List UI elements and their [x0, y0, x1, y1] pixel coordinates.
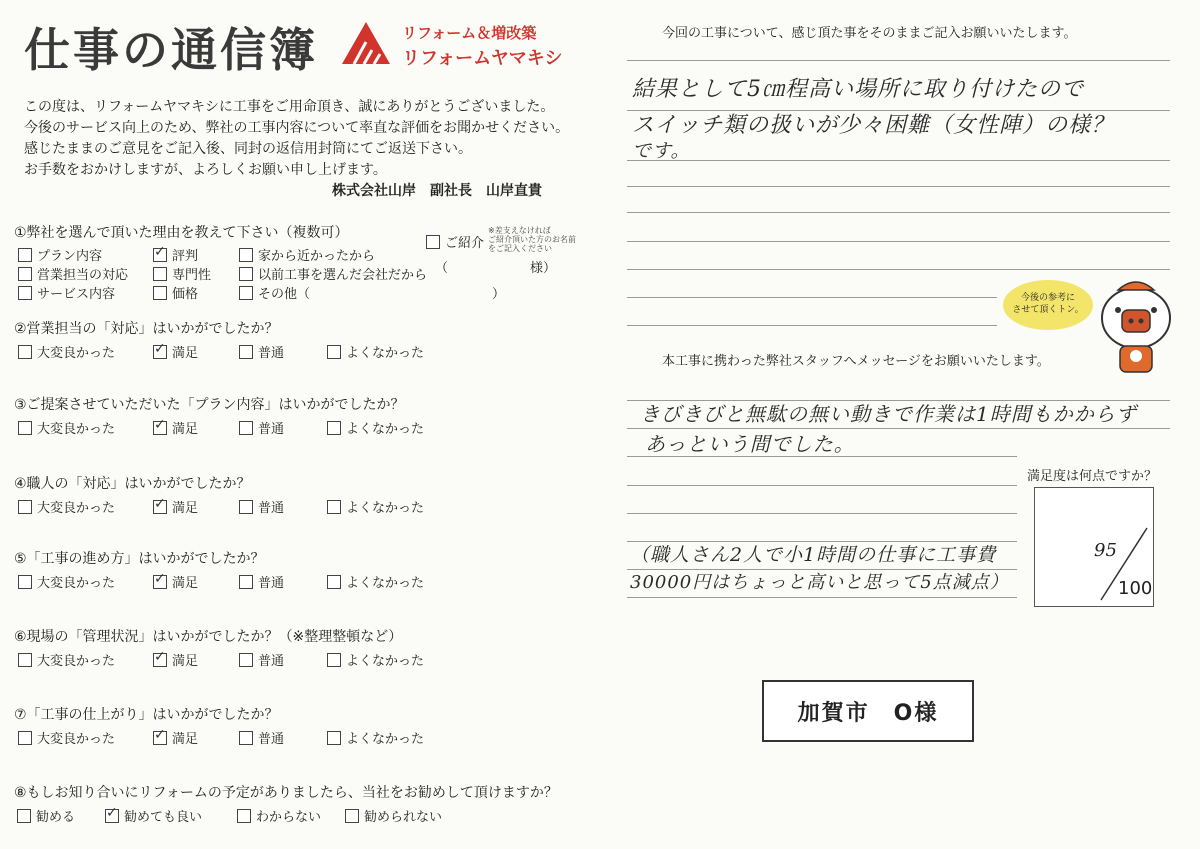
impression-handwriting: 結果として5㎝程高い場所に取り付けたので [632, 77, 1084, 102]
checkbox[interactable] [239, 286, 253, 300]
checkbox[interactable] [153, 286, 167, 300]
checkbox[interactable] [426, 235, 440, 249]
checkbox-checked[interactable] [105, 809, 119, 823]
rating-option[interactable]: 普通 [239, 728, 284, 747]
rating-option[interactable]: 普通 [239, 572, 284, 591]
logo-icon [340, 20, 392, 66]
checkbox[interactable] [239, 248, 253, 262]
checkbox-checked[interactable] [153, 653, 167, 667]
q1-option-nearby[interactable]: 家から近かったから [239, 245, 375, 264]
rating-option[interactable]: 普通 [239, 418, 284, 437]
checkbox[interactable] [327, 345, 341, 359]
rating-option[interactable]: ✓ 満足 [153, 650, 198, 669]
pig-mascot-icon [1096, 270, 1176, 380]
checkbox[interactable] [345, 809, 359, 823]
question-4: ④職人の「対応」はいかがでしたか？ [14, 476, 251, 492]
ruled-line [627, 160, 1170, 161]
checkbox[interactable] [239, 500, 253, 514]
message-handwriting: （職人さん2人で小1時間の仕事に工事費 [630, 544, 997, 566]
document-title: 仕事の通信簿 [24, 23, 318, 77]
checkbox-checked[interactable] [153, 500, 167, 514]
checkbox[interactable] [239, 345, 253, 359]
ruled-line [627, 597, 1017, 598]
rating-option[interactable]: ✓ 満足 [153, 418, 198, 437]
rating-option[interactable]: よくなかった [327, 572, 424, 591]
ruled-line [627, 485, 1017, 486]
checkbox[interactable] [239, 421, 253, 435]
intro-line: 感じたままのご意見をご記入後、同封の返信用封筒にてご返送下さい。 [24, 141, 472, 157]
rating-option[interactable]: 大変良かった [18, 572, 115, 591]
rating-option[interactable]: 大変良かった [18, 497, 115, 516]
q1-other-close: ） [492, 287, 506, 302]
ruled-line [627, 60, 1170, 61]
rating-option[interactable]: ✓ 満足 [153, 572, 198, 591]
score-label: 満足度は何点ですか？ [1027, 469, 1158, 484]
rating-option[interactable]: 普通 [239, 497, 284, 516]
rating-option[interactable]: 大変良かった [18, 728, 115, 747]
score-value: 95 [1094, 540, 1117, 561]
q1-option-other[interactable]: その他（ [239, 283, 310, 302]
checkbox[interactable] [18, 286, 32, 300]
question-8: ⑧もしお知り合いにリフォームの予定がありましたら、当社をお勧めして頂けますか？ [14, 785, 558, 801]
question-3: ③ご提案させていただいた「プラン内容」はいかがでしたか？ [14, 397, 405, 413]
checkbox-checked[interactable] [153, 248, 167, 262]
speech-bubble: 今後の参考に させて頂くトン。 [1003, 280, 1093, 330]
referral-open: （ [435, 261, 449, 276]
q8-option-recommend[interactable]: 勧める [17, 806, 75, 825]
q1-option-expertise[interactable]: 専門性 [153, 264, 211, 283]
message-handwriting: あっという間でした。 [645, 432, 855, 456]
message-handwriting: きびきびと無駄の無い動きで作業は1時間もかからず [640, 402, 1137, 426]
checkbox[interactable] [18, 500, 32, 514]
rating-option[interactable]: よくなかった [327, 728, 424, 747]
referral-sama: 様） [530, 261, 557, 276]
message-prompt: 本工事に携わった弊社スタッフへメッセージをお願いいたします。 [662, 354, 1050, 369]
checkbox[interactable] [153, 267, 167, 281]
checkbox[interactable] [18, 731, 32, 745]
intro-line: お手数をおかけしますが、よろしくお願い申し上げます。 [24, 162, 387, 178]
rating-option[interactable]: 大変良かった [18, 342, 115, 361]
referral-note: ※差支えなければ ご紹介頂いた方のお名前 をご記入ください [488, 226, 576, 253]
rating-option[interactable]: ✓ 満足 [153, 342, 198, 361]
ruled-line [627, 297, 997, 298]
checkbox[interactable] [18, 421, 32, 435]
checkbox[interactable] [18, 653, 32, 667]
logo-name: リフォームヤマキシ [402, 48, 563, 69]
rating-option[interactable]: 大変良かった [18, 418, 115, 437]
ruled-line [627, 513, 1017, 514]
checkbox[interactable] [327, 500, 341, 514]
rating-option[interactable]: よくなかった [327, 418, 424, 437]
checkbox[interactable] [239, 731, 253, 745]
q1-option-price[interactable]: 価格 [153, 283, 198, 302]
signature: 株式会社山岸 副社長 山岸直貴 [332, 183, 542, 199]
intro-line: 今後のサービス向上のため、弊社の工事内容について率直な評価をお聞かせください。 [24, 120, 570, 136]
intro-line: この度は、リフォームヤマキシに工事をご用命頂き、誠にありがとうございました。 [24, 99, 555, 115]
checkbox[interactable] [237, 809, 251, 823]
q1-option-referral[interactable]: ご紹介 [426, 232, 484, 251]
rating-option[interactable]: 普通 [239, 342, 284, 361]
checkbox[interactable] [327, 421, 341, 435]
q1-option-service[interactable]: サービス内容 [18, 283, 115, 302]
impression-handwriting: です。 [632, 140, 691, 162]
checkbox[interactable] [18, 248, 32, 262]
rating-option[interactable]: よくなかった [327, 650, 424, 669]
question-5: ⑤「工事の進め方」はいかがでしたか？ [14, 551, 265, 567]
q1-option-reputation[interactable]: ✓ 評判 [153, 245, 198, 264]
checkbox[interactable] [18, 575, 32, 589]
ruled-line [627, 186, 1170, 187]
message-handwriting: 30000円はちょっと高いと思って5点減点） [630, 572, 1009, 593]
logo-subtitle: リフォーム＆増改築 [402, 24, 537, 42]
impression-prompt: 今回の工事について、感じ頂た事をそのままご記入お願いいたします。 [662, 26, 1077, 41]
checkbox-checked[interactable] [153, 421, 167, 435]
rating-option[interactable]: 普通 [239, 650, 284, 669]
ruled-line [627, 269, 1170, 270]
checkbox-checked[interactable] [153, 345, 167, 359]
question-6: ⑥現場の「管理状況」はいかがでしたか？（※整理整頓など） [14, 629, 403, 645]
q1-option-plan[interactable]: プラン内容 [18, 245, 102, 264]
q8-option-unsure[interactable]: わからない [237, 806, 321, 825]
checkbox[interactable] [327, 575, 341, 589]
rating-option[interactable]: ✓ 満足 [153, 728, 198, 747]
rating-option[interactable]: よくなかった [327, 342, 424, 361]
checkbox[interactable] [239, 653, 253, 667]
checkbox[interactable] [327, 653, 341, 667]
checkbox-checked[interactable] [153, 731, 167, 745]
question-2: ②営業担当の「対応」はいかがでしたか？ [14, 321, 279, 337]
checkbox-checked[interactable] [153, 575, 167, 589]
rating-option[interactable]: よくなかった [327, 497, 424, 516]
checkbox[interactable] [18, 267, 32, 281]
q8-option-cannot[interactable]: 勧められない [345, 806, 442, 825]
impression-handwriting: スイッチ類の扱いが少々困難（女性陣）の様？ [632, 113, 1115, 138]
ruled-line [627, 212, 1170, 213]
ruled-line [627, 325, 997, 326]
checkbox[interactable] [327, 731, 341, 745]
checkbox[interactable] [18, 345, 32, 359]
q1-option-sales[interactable]: 営業担当の対応 [18, 264, 128, 283]
checkbox[interactable] [239, 267, 253, 281]
q1-option-previous[interactable]: 以前工事を選んだ会社だから [239, 264, 427, 283]
customer-name: 加賀市 O様 [762, 680, 974, 742]
rating-option[interactable]: 大変良かった [18, 650, 115, 669]
ruled-line [627, 241, 1170, 242]
q8-option-ok-recommend[interactable]: ✓ 勧めても良い [105, 806, 202, 825]
intro-text [24, 97, 569, 181]
score-max: 100 [1118, 578, 1153, 599]
checkbox[interactable] [17, 809, 31, 823]
question-1: ①弊社を選んで頂いた理由を教えて下さい（複数可） [14, 225, 349, 241]
question-7: ⑦「工事の仕上がり」はいかがでしたか？ [14, 707, 279, 723]
rating-option[interactable]: ✓ 満足 [153, 497, 198, 516]
checkbox[interactable] [239, 575, 253, 589]
